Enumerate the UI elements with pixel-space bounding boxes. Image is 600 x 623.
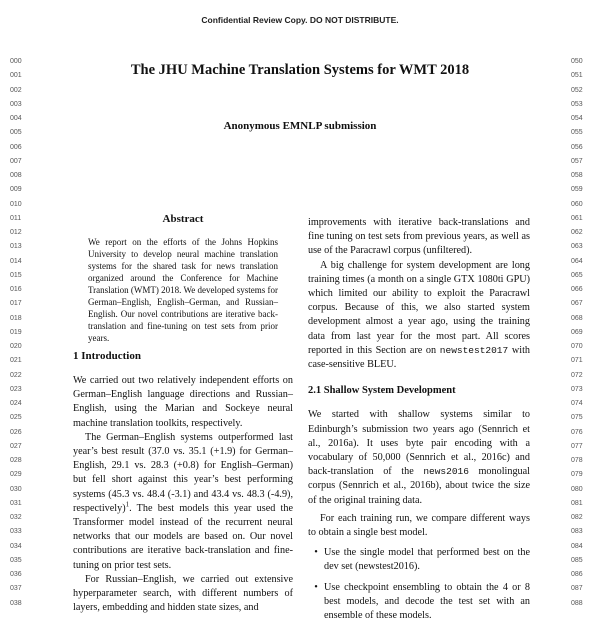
line-number: 014	[10, 257, 22, 265]
bullet-marker: •	[314, 547, 318, 559]
line-number: 033	[10, 528, 22, 536]
line-number: 067	[571, 300, 583, 308]
line-number: 032	[10, 514, 22, 521]
line-number: 029	[10, 471, 22, 479]
line-number: 052	[571, 86, 583, 94]
line-number: 055	[571, 129, 583, 137]
line-number: 026	[10, 428, 22, 436]
line-numbers-right	[571, 55, 583, 611]
line-number: 077	[571, 442, 583, 450]
line-number: 034	[10, 542, 22, 550]
intro-paragraph-2	[73, 431, 293, 573]
line-number: 051	[571, 72, 583, 80]
line-number: 066	[571, 286, 583, 293]
line-number: 080	[571, 485, 583, 493]
line-number: 070	[571, 343, 583, 350]
intro-paragraph-2-rest: . The best models this year used the Transformer model instead of the recurrent neural networks that our models are based on. Our novel contributions are iterative back-translation and fine-tuning on prior test sets.	[73, 502, 293, 571]
line-number: 006	[10, 143, 22, 151]
col2-paragraph-2	[308, 259, 530, 373]
line-number: 012	[10, 229, 22, 236]
col2-paragraph-1: improvements with iterative back-translations and fine tuning on test sets from previous years, as well as use of the Paracrawl corpus (unfiltered).	[308, 217, 530, 257]
line-number: 062	[571, 229, 583, 236]
line-number: 024	[10, 400, 22, 407]
line-number: 072	[571, 371, 583, 379]
right-column-body	[308, 216, 530, 623]
line-number: 019	[10, 328, 22, 336]
line-number: 088	[571, 599, 583, 607]
line-number: 082	[571, 514, 583, 521]
line-number: 010	[10, 200, 22, 208]
line-number: 081	[571, 499, 583, 507]
line-number: 074	[571, 400, 583, 407]
line-number: 028	[10, 457, 22, 464]
line-number: 068	[571, 314, 583, 322]
line-number: 030	[10, 485, 22, 493]
line-number: 053	[571, 100, 583, 108]
line-number: 069	[571, 328, 583, 336]
line-number: 075	[571, 414, 583, 422]
line-number: 003	[10, 100, 22, 108]
intro-paragraph-2-text: The German–English systems outperformed last year’s best result (37.0 vs. 35.1 (+1.9) for German–English, 29.1 vs. 28.3 (+0.8) for English–German) but fell short against this year’s best performing systems (45.3 vs. 48.4 (-3.1) and 43.4 vs. 48.3 (-4.9), respectively)	[73, 431, 293, 514]
line-number: 071	[571, 357, 583, 365]
left-column-body	[73, 374, 293, 615]
line-number: 027	[10, 442, 22, 450]
bullet-marker: •	[314, 581, 318, 593]
line-number: 057	[571, 157, 583, 165]
col2-paragraph-3	[308, 408, 530, 507]
footnote-marker: 1	[125, 500, 130, 509]
code-newstest2017: newstest2017	[439, 344, 509, 356]
line-number: 004	[10, 115, 22, 122]
line-number: 078	[571, 457, 583, 464]
line-number: 015	[10, 271, 22, 279]
col2-paragraph-3-rest: monolingual corpus (Sennrich et al., 2016b), about twice the size of the original training data.	[308, 466, 531, 506]
line-number: 086	[571, 571, 583, 578]
line-number: 022	[10, 371, 22, 379]
intro-paragraph-3: For Russian–English, we carried out extensive hyperparameter search, with different numbers of layers, embedding and hidden state sizes, and	[73, 573, 293, 614]
line-number: 020	[10, 343, 22, 350]
bullet-item-2	[308, 581, 530, 623]
line-number: 079	[571, 471, 583, 479]
intro-paragraph-1: We carried out two relatively independent efforts on German–English language directions and Russian–English, using the Marian and Sockeye neural machine translation toolkits, respectively.	[73, 375, 293, 429]
subsection-heading-shallow: 2.1 Shallow System Development	[308, 385, 456, 397]
line-number: 017	[10, 300, 22, 308]
line-number: 083	[571, 528, 583, 536]
line-number: 036	[10, 571, 22, 578]
line-number: 060	[571, 200, 583, 208]
line-number: 061	[571, 214, 583, 222]
line-number: 059	[571, 186, 583, 194]
code-news2016: news2016	[423, 466, 469, 478]
line-number: 050	[571, 58, 583, 65]
line-number: 013	[10, 243, 22, 251]
line-number: 063	[571, 243, 583, 251]
col2-paragraph-4: For each training run, we compare different ways to obtain a single best model.	[308, 512, 530, 539]
line-number: 035	[10, 556, 22, 564]
bullet-item-1	[308, 546, 530, 574]
line-number: 011	[10, 214, 22, 222]
section-heading-introduction: 1 Introduction	[73, 350, 141, 362]
line-number: 000	[10, 58, 22, 65]
line-number: 056	[571, 143, 583, 151]
line-number: 007	[10, 157, 22, 165]
line-number: 037	[10, 585, 22, 593]
abstract-heading: Abstract	[162, 213, 204, 225]
bullet-text: Use checkpoint ensembling to obtain the 4 or 8 best models, and decode the test set with an ensemble of these models.	[324, 581, 530, 622]
bullet-text: Use the single model that performed best on the dev set (newstest2016).	[324, 547, 530, 573]
line-number: 025	[10, 414, 22, 422]
line-number: 054	[571, 115, 583, 122]
col2-paragraph-2-rest: with case-sensitive BLEU.	[308, 344, 531, 371]
line-number: 009	[10, 186, 22, 194]
line-number: 076	[571, 428, 583, 436]
paper-title: The JHU Machine Translation Systems for WMT 2018	[130, 62, 470, 78]
line-numbers-left	[10, 55, 22, 611]
confidential-header: Confidential Review Copy. DO NOT DISTRIBUTE.	[201, 15, 399, 25]
col2-paragraph-2-text: A big challenge for system development are long training times (a month on a single GTX 1080ti GPU) which limited our ability to exploit the Paracrawl corpus. Because of this, we also started system development almost a year ago, using the training data from last year for the most part. All scores reported in this Section are on	[308, 259, 530, 356]
line-number: 018	[10, 314, 22, 322]
line-number: 005	[10, 129, 22, 137]
line-number: 023	[10, 385, 22, 393]
line-number: 038	[10, 599, 22, 607]
line-number: 031	[10, 499, 22, 507]
line-number: 084	[571, 542, 583, 550]
line-number: 021	[10, 357, 22, 365]
author-line: Anonymous EMNLP submission	[223, 120, 377, 132]
line-number: 058	[571, 172, 583, 179]
line-number: 087	[571, 585, 583, 593]
line-number: 008	[10, 172, 22, 179]
line-number: 065	[571, 271, 583, 279]
line-number: 085	[571, 556, 583, 564]
abstract-text: We report on the efforts of the Johns Hopkins University to develop neural machine translation systems for the shared task for news translation organized around the Conference for Machine Translation (WMT) 2018. We developed systems for German–English, English–German, and Russian–English. Our novel contributions are iterative back-translation and fine-tuning on test sets from prior years.	[88, 237, 278, 343]
line-number: 073	[571, 385, 583, 393]
line-number: 064	[571, 257, 583, 265]
col2-paragraph-3-text: We started with shallow systems similar to Edinburgh’s submission two years ago (Sennrich et al., 2016a). It uses byte pair encoding with a vocabulary of 50,000 (Sennrich et al., 2016c) and back-translation of the	[308, 409, 530, 478]
line-number: 001	[10, 72, 22, 80]
line-number: 002	[10, 86, 22, 94]
line-number: 016	[10, 286, 22, 293]
